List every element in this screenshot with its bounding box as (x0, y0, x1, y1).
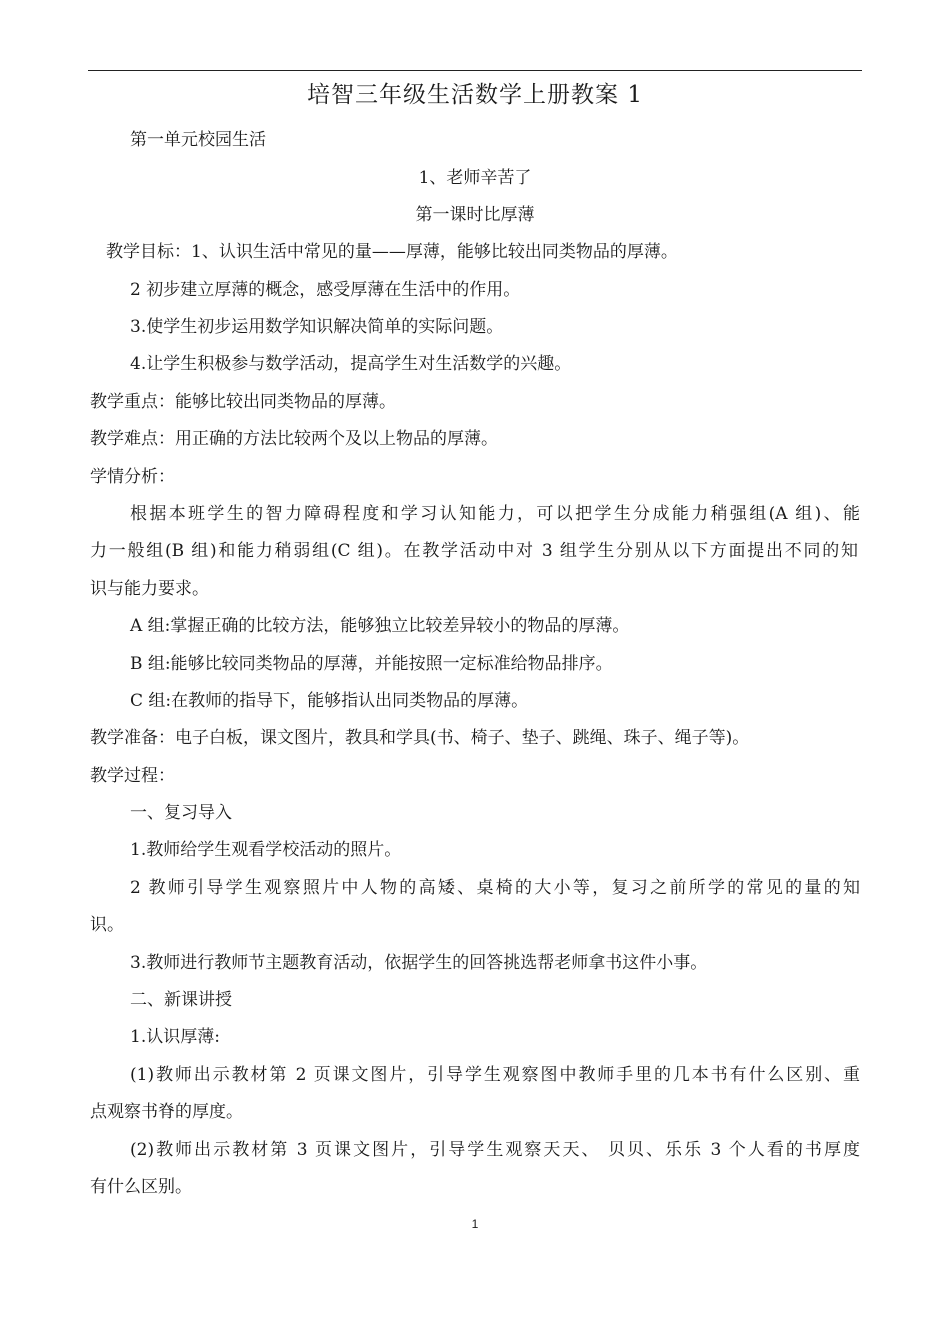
header-rule (88, 70, 862, 71)
objective-line-1: 教学目标：1、认识生活中常见的量——厚薄，能够比较出同类物品的厚薄。 (106, 242, 678, 262)
objective-line-4: 4.让学生积极参与数学活动，提高学生对生活数学的兴趣。 (130, 354, 572, 374)
difficulty: 教学难点：用正确的方法比较两个及以上物品的厚薄。 (90, 429, 498, 449)
process-heading: 教学过程： (90, 766, 175, 786)
analysis-line-3: 识与能力要求。 (90, 579, 209, 599)
new-lesson-p2-line-1: (2)教师出示教材第 3 页课文图片，引导学生观察天天、 贝贝、乐乐 3 个人看的书厚度 (130, 1140, 860, 1160)
new-lesson-heading: 二、新课讲授 (130, 990, 232, 1010)
objective-line-3: 3.使学生初步运用数学知识解决简单的实际问题。 (130, 317, 504, 337)
preparation: 教学准备：电子白板，课文图片，教具和学具(书、椅子、垫子、跳绳、珠子、绳子等)。 (90, 728, 750, 748)
review-item-2-line-2: 识。 (90, 915, 124, 935)
document-title: 培智三年级生活数学上册教案 1 (307, 82, 643, 108)
new-lesson-p2-line-2: 有什么区别。 (90, 1177, 192, 1197)
objective-line-2: 2 初步建立厚薄的概念，感受厚薄在生活中的作用。 (130, 280, 521, 300)
group-b: B 组:能够比较同类物品的厚薄，并能按照一定标准给物品排序。 (130, 654, 613, 674)
key-point: 教学重点：能够比较出同类物品的厚薄。 (90, 392, 396, 412)
analysis-line-2: 力一般组(B 组)和能力稍弱组(C 组)。在教学活动中对 3 组学生分别从以下方面提出不同的知 (90, 541, 858, 561)
new-lesson-p1-line-1: (1)教师出示教材第 2 页课文图片，引导学生观察图中教师手里的几本书有什么区别、重 (130, 1065, 860, 1085)
review-item-1: 1.教师给学生观看学校活动的照片。 (130, 840, 402, 860)
review-heading: 一、复习导入 (130, 803, 232, 823)
lesson-heading: 1、老师辛苦了 (418, 168, 532, 188)
unit-heading: 第一单元校园生活 (130, 130, 266, 150)
group-a: A 组:掌握正确的比较方法，能够独立比较差异较小的物品的厚薄。 (130, 616, 630, 636)
new-lesson-p1-line-2: 点观察书脊的厚度。 (90, 1102, 243, 1122)
page-number: 1 (471, 1217, 479, 1231)
group-c: C 组:在教师的指导下，能够指认出同类物品的厚薄。 (130, 691, 529, 711)
review-item-3: 3.教师进行教师节主题教育活动，依据学生的回答挑选帮老师拿书这件小事。 (130, 953, 708, 973)
period-heading: 第一课时比厚薄 (415, 205, 535, 225)
analysis-line-1: 根据本班学生的智力障碍程度和学习认知能力，可以把学生分成能力稍强组(A 组)、能 (130, 504, 860, 524)
review-item-2-line-1: 2 教师引导学生观察照片中人物的高矮、桌椅的大小等，复习之前所学的常见的量的知 (130, 878, 860, 898)
analysis-heading: 学情分析： (90, 467, 175, 487)
new-lesson-sub-1: 1.认识厚薄: (130, 1027, 220, 1047)
